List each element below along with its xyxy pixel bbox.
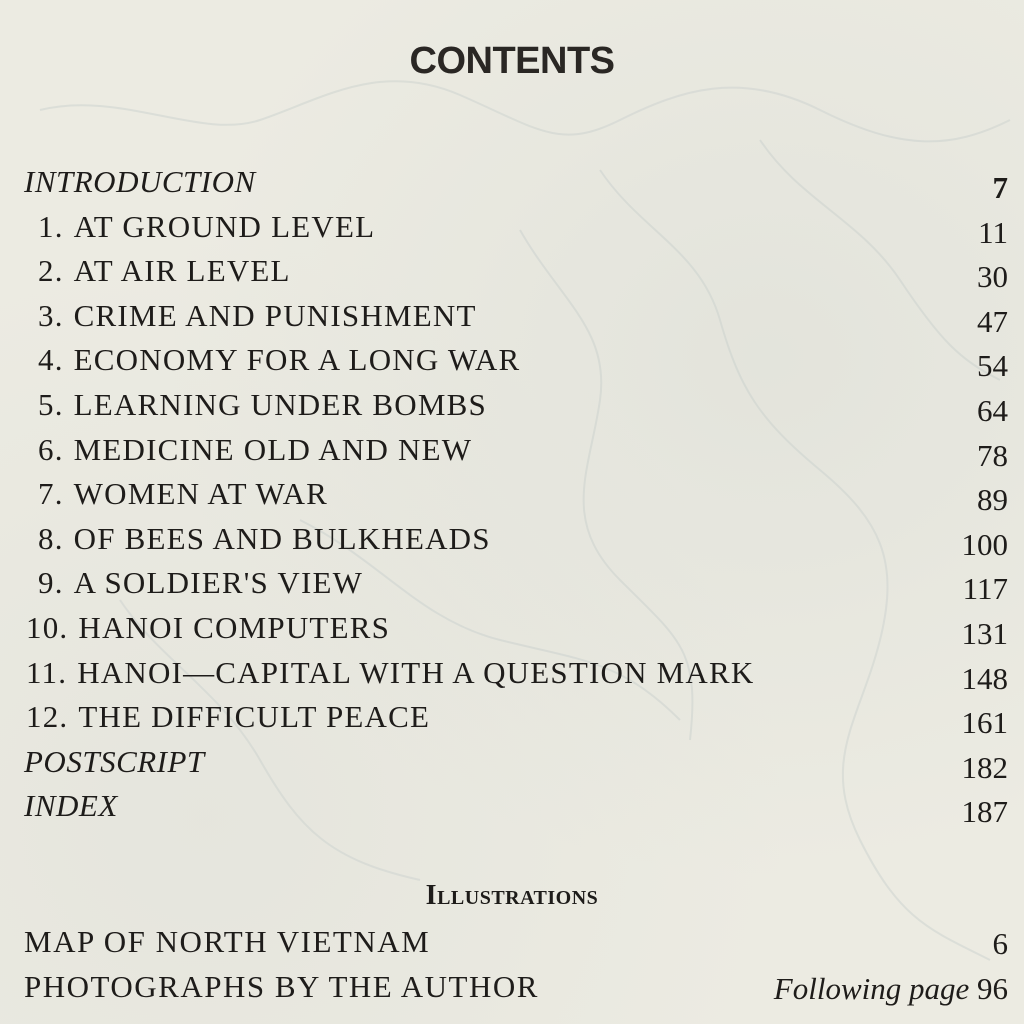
toc-entry-label xyxy=(38,428,472,473)
chapter-number: 1. xyxy=(38,208,64,244)
chapter-title: A SOLDIER'S VIEW xyxy=(73,565,364,601)
chapter-title: HANOI COMPUTERS xyxy=(78,609,391,645)
toc-entry-page: 89 xyxy=(977,482,1008,518)
chapter-number: 10. xyxy=(26,609,69,645)
toc-row[interactable] xyxy=(24,294,1008,339)
toc-row-introduction[interactable] xyxy=(24,160,1008,205)
illustration-page-number: 6 xyxy=(992,926,1008,961)
toc-row[interactable] xyxy=(24,517,1008,562)
chapter-number: 9. xyxy=(38,565,64,601)
chapter-number: 12. xyxy=(26,699,69,735)
chapter-title: WOMEN AT WAR xyxy=(73,476,329,512)
toc-entry-title: INTRODUCTION xyxy=(24,164,256,199)
toc-entry-page: 100 xyxy=(961,526,1008,562)
chapter-number: 3. xyxy=(38,297,64,333)
following-page-prefix: Following page xyxy=(773,970,970,1006)
contents-title: CONTENTS xyxy=(409,40,615,82)
chapter-title: LEARNING UNDER BOMBS xyxy=(73,386,487,422)
toc-row[interactable] xyxy=(24,428,1008,473)
chapter-number: 5. xyxy=(38,386,64,422)
toc-entry-page: 7 xyxy=(992,170,1008,205)
toc-row[interactable] xyxy=(24,472,1008,517)
toc-row[interactable] xyxy=(24,695,1008,740)
toc-entry-page: 131 xyxy=(961,615,1008,651)
chapter-title: CRIME AND PUNISHMENT xyxy=(73,297,477,333)
chapter-title: AT GROUND LEVEL xyxy=(73,208,376,244)
toc-entry-label xyxy=(26,651,754,696)
toc-row[interactable] xyxy=(24,338,1008,383)
chapter-number: 7. xyxy=(38,476,64,512)
toc-row-postscript[interactable] xyxy=(24,740,1008,785)
illustration-title: MAP OF NORTH VIETNAM xyxy=(24,924,431,959)
toc-entry-page: 54 xyxy=(977,348,1008,384)
toc-entry-label xyxy=(38,338,520,383)
toc-entry-label xyxy=(38,517,491,562)
chapter-title: OF BEES AND BULKHEADS xyxy=(73,520,491,556)
toc-entry-label xyxy=(26,695,430,740)
chapter-number: 2. xyxy=(38,253,64,289)
toc-entry-page: 30 xyxy=(977,259,1008,295)
toc-entry-page: 148 xyxy=(961,660,1008,696)
toc-row[interactable] xyxy=(24,561,1008,606)
toc-entry-label xyxy=(38,472,328,517)
toc-entry-label xyxy=(38,561,363,606)
toc-entry-page: 47 xyxy=(977,303,1008,339)
chapter-title: HANOI—CAPITAL WITH A QUESTION MARK xyxy=(77,654,755,690)
toc-row-index[interactable] xyxy=(24,784,1008,829)
toc-row[interactable] xyxy=(24,205,1008,250)
toc-entry-title: INDEX xyxy=(24,788,118,824)
chapter-title: AT AIR LEVEL xyxy=(73,253,291,289)
illustration-page xyxy=(774,967,1008,1012)
toc-entry-label xyxy=(38,249,291,294)
toc-entry-page: 64 xyxy=(977,392,1008,428)
toc-entry-label xyxy=(38,205,375,250)
chapter-title: MEDICINE OLD AND NEW xyxy=(73,431,473,467)
toc-row[interactable] xyxy=(24,249,1008,294)
illustration-page-number: 96 xyxy=(977,970,1008,1006)
chapter-number: 6. xyxy=(38,431,64,467)
chapter-number: 8. xyxy=(38,520,64,556)
toc-entry-page: 78 xyxy=(977,437,1008,473)
illustrations-heading: Illustrations xyxy=(425,880,599,911)
illustration-row[interactable] xyxy=(24,920,1008,965)
toc-row[interactable] xyxy=(24,606,1008,651)
toc-entry-page: 117 xyxy=(962,571,1008,607)
chapter-title: THE DIFFICULT PEACE xyxy=(78,699,431,735)
toc-entry-page: 187 xyxy=(961,794,1008,830)
toc-entry-page: 182 xyxy=(961,749,1008,785)
toc-entry-label xyxy=(38,294,477,339)
illustration-title: PHOTOGRAPHS BY THE AUTHOR xyxy=(24,968,539,1004)
chapter-title: ECONOMY FOR A LONG WAR xyxy=(73,342,521,378)
chapter-number: 4. xyxy=(38,342,64,378)
toc-entry-title: POSTSCRIPT xyxy=(24,743,205,779)
table-of-contents xyxy=(24,160,1008,829)
toc-entry-label xyxy=(38,383,487,428)
toc-row[interactable] xyxy=(24,651,1008,696)
illustration-row[interactable] xyxy=(24,965,1008,1010)
illustration-page xyxy=(993,922,1009,967)
toc-entry-page: 161 xyxy=(961,705,1008,741)
chapter-number: 11. xyxy=(26,654,68,690)
toc-row[interactable] xyxy=(24,383,1008,428)
toc-entry-page: 11 xyxy=(978,214,1008,250)
illustrations-list xyxy=(24,920,1008,1009)
toc-entry-label xyxy=(26,606,390,651)
